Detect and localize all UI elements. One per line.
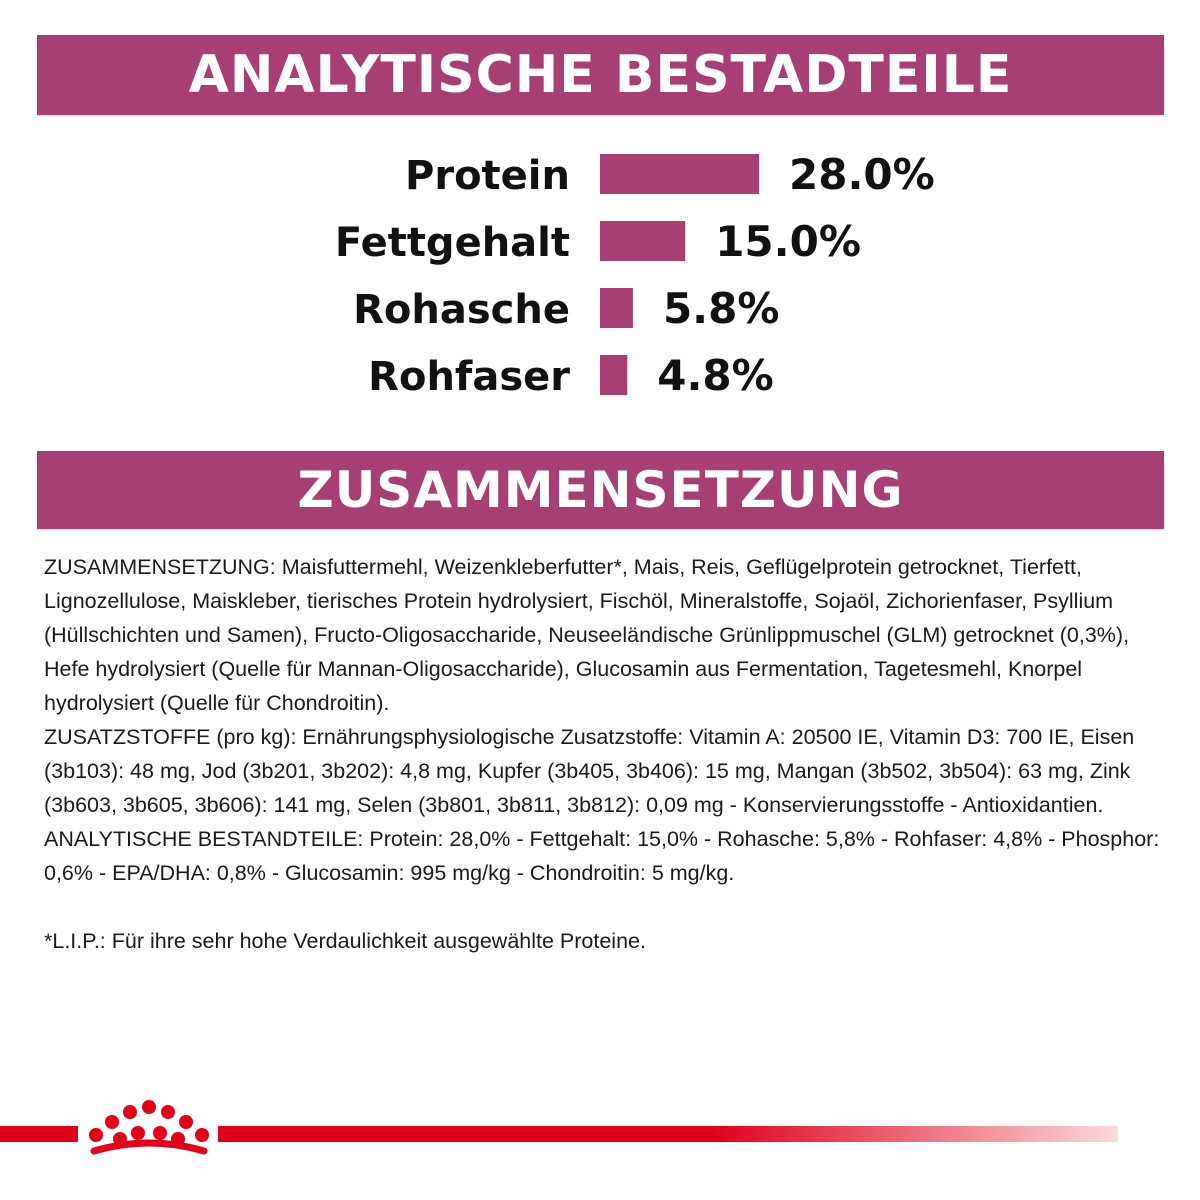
additives-paragraph: ZUSATZSTOFFE (pro kg): Ernährungsphysiologische Zusatzstoffe: Vitamin A: 20500 IE, Vitamin D3: 700 IE, Eisen (3b103): 48 mg, Jod (3b201, 3b202): 4,8 mg, Kupfer (3b405, 3b406): 15 mg, Mangan (3b502, 3b504): 63 mg, Zink (3b603, 3b605, 3b606): 141 mg, Selen (3b801, 3b811, 3b812): 0,09 mg - Konservierungsstoffe - Antioxidantien. [44,725,1135,817]
analytical-paragraph: ANALYTISCHE BESTANDTEILE: Protein: 28,0% - Fettgehalt: 15,0% - Rohasche: 5,8% - Rohfaser: 4,8% - Phosphor: 0,6% - EPA/DHA: 0,8% - Glucosamin: 995 mg/kg - Chondroitin: 5 mg/kg. [44,827,1160,885]
value-label: 15.0% [715,217,861,266]
footer-stripe-right [218,1126,1118,1142]
bar-fettgehalt [600,221,685,261]
analysis-banner-title: ANALYTISCHE BESTADTEILE [188,45,1013,105]
bar-protein [600,154,759,194]
category-label: Protein [405,153,570,199]
value-label: 5.8% [662,284,780,333]
value-label: 28.0% [789,150,935,199]
analysis-bar-chart [0,130,1200,420]
composition-text-block [44,550,1174,958]
composition-banner [37,451,1164,529]
royal-canin-crown-icon [82,1095,217,1167]
composition-banner-title: ZUSAMMENSETZUNG [297,461,904,519]
bar-rohfaser [600,355,627,395]
footer-stripe-left [0,1126,78,1142]
value-label: 4.8% [657,351,774,400]
category-label: Fettgehalt [334,220,570,266]
analysis-banner [37,35,1164,115]
category-label: Rohfaser [368,354,570,400]
bar-rohasche [600,288,633,328]
category-label: Rohasche [353,287,570,333]
composition-paragraph: ZUSAMMENSETZUNG: Maisfuttermehl, Weizenkleberfutter*, Mais, Reis, Geflügelprotein getrocknet, Tierfett, Lignozellulose, Maiskleber, tierisches Protein hydrolysiert, Fischöl, Mineralstoffe, Sojaöl, Zichorienfaser, Psyllium (Hüllschichten und Samen), Fructo-Oligosaccharide, Neuseeländische Grünlippmuschel (GLM) getrocknet (0,3%), Hefe hydrolysiert (Quelle für Mannan-Oligosaccharide), Glucosamin aus Fermentation, Tagetesmehl, Knorpel hydrolysiert (Quelle für Chondroitin). [44,555,1130,715]
footnote: *L.I.P.: Für ihre sehr hohe Verdaulichkeit ausgewählte Proteine. [44,929,646,953]
